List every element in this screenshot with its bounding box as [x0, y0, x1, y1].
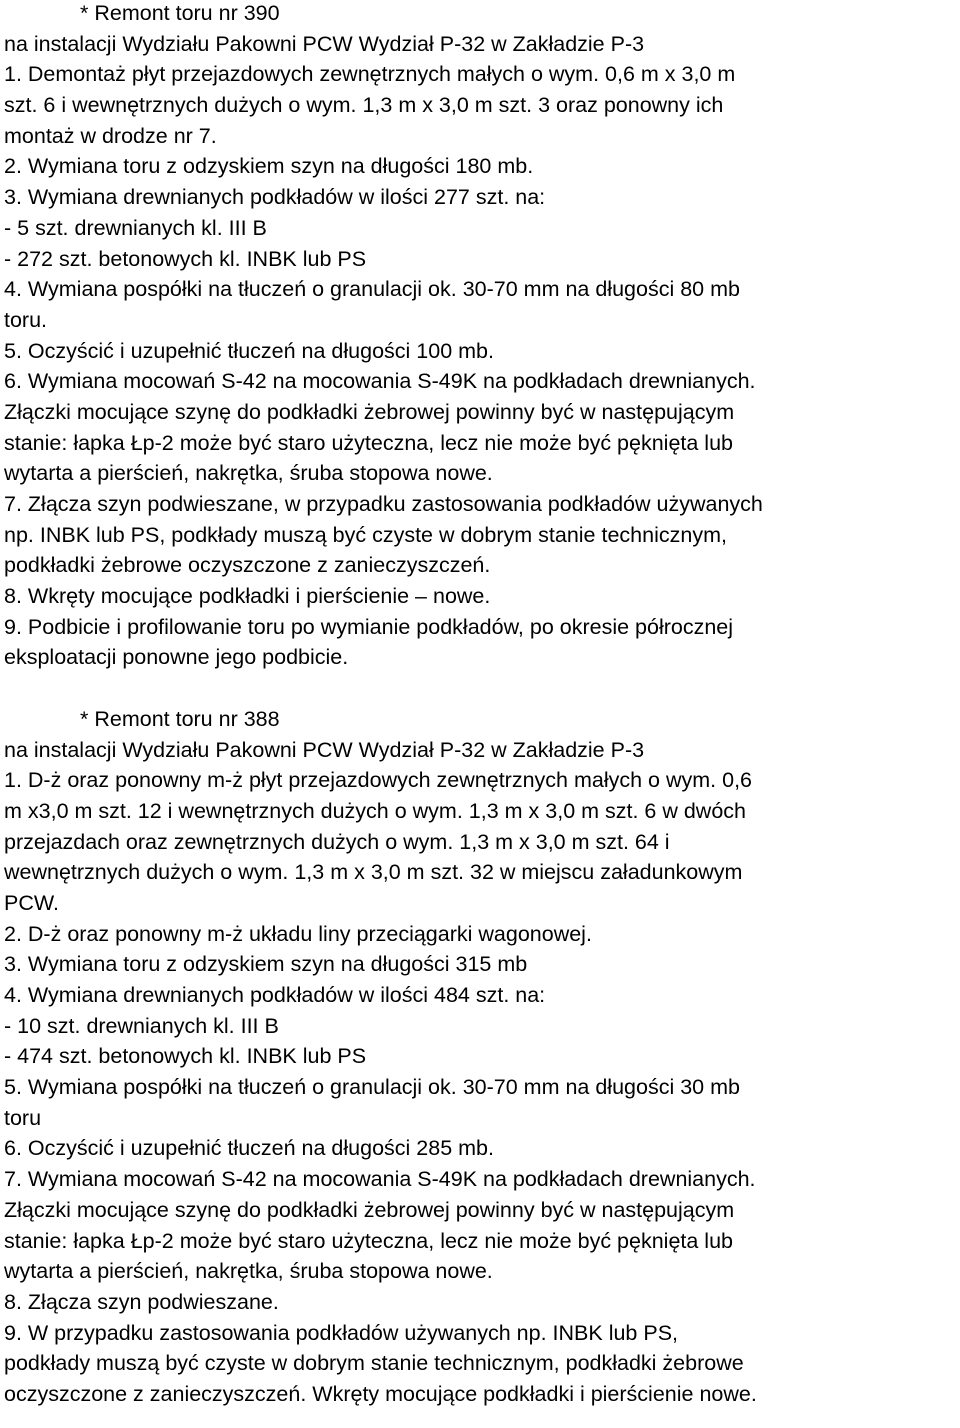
- text-line: 7. Złącza szyn podwieszane, w przypadku zastosowania podkładów używanych: [4, 492, 763, 516]
- text-line: PCW.: [4, 890, 59, 915]
- text-line: wewnętrznych dużych o wym. 1,3 m x 3,0 m szt. 32 w miejscu załadunkowym: [4, 860, 743, 885]
- text-line: - 272 szt. betonowych kl. INBK lub PS: [4, 246, 367, 271]
- text-line: 1. D-ż oraz ponowny m-ż płyt przejazdowych zewnętrznych małych o wym. 0,6: [4, 768, 752, 793]
- text-line: 4. Wymiana pospółki na tłuczeń o granulacji ok. 30-70 mm na długości 80 mb: [4, 277, 740, 302]
- text-line: - 474 szt. betonowych kl. INBK lub PS: [4, 1044, 367, 1069]
- text-line: montaż w drodze nr 7.: [4, 123, 217, 148]
- text-line: 8. Wkręty mocujące podkładki i pierścienie – nowe.: [4, 584, 491, 609]
- document-page: [4, 0, 956, 1410]
- text-line: wytarta a pierścień, nakrętka, śruba stopowa nowe.: [4, 461, 493, 486]
- text-line: eksploatacji ponowne jego podbicie.: [4, 645, 349, 670]
- text-line: 9. Podbicie i profilowanie toru po wymianie podkładów, po okresie półrocznej: [4, 614, 734, 639]
- text-line: toru: [4, 1105, 42, 1130]
- text-line: stanie: łapka Łp-2 może być staro użyteczna, lecz nie może być pęknięta lub: [4, 430, 733, 455]
- text-line: 1. Demontaż płyt przejazdowych zewnętrznych małych o wym. 0,6 m x 3,0 m: [4, 62, 736, 87]
- text-line: 5. Wymiana pospółki na tłuczeń o granulacji ok. 30-70 mm na długości 30 mb: [4, 1075, 740, 1100]
- text-line: - 5 szt. drewnianych kl. III B: [4, 215, 267, 240]
- section-location: na instalacji Wydziału Pakowni PCW Wydział P-32 w Zakładzie P-3: [4, 31, 645, 56]
- text-line: oczyszczone z zanieczyszczeń. Wkręty mocujące podkładki i pierścienie nowe.: [4, 1381, 757, 1406]
- text-line: 6. Wymiana mocowań S-42 na mocowania S-49K na podkładach drewnianych.: [4, 369, 756, 394]
- section-location: na instalacji Wydziału Pakowni PCW Wydział P-32 w Zakładzie P-3: [4, 737, 645, 762]
- text-line: 6. Oczyścić i uzupełnić tłuczeń na długości 285 mb.: [4, 1136, 494, 1161]
- section-heading: * Remont toru nr 388: [80, 706, 280, 731]
- section-remont-toru-388: [4, 704, 956, 1410]
- text-line: toru.: [4, 307, 48, 332]
- text-line: przejazdach oraz zewnętrznych dużych o wym. 1,3 m x 3,0 m szt. 64 i: [4, 829, 670, 854]
- text-line: 4. Wymiana drewnianych podkładów w ilości 484 szt. na:: [4, 983, 546, 1007]
- text-line: 2. D-ż oraz ponowny m-ż układu liny przeciągarki wagonowej.: [4, 921, 592, 946]
- text-line: podkłady muszą być czyste w dobrym stanie technicznym, podkładki żebrowe: [4, 1351, 744, 1376]
- text-line: 2. Wymiana toru z odzyskiem szyn na długości 180 mb.: [4, 154, 534, 179]
- section-spacer: [4, 673, 956, 704]
- text-line: 9. W przypadku zastosowania podkładów używanych np. INBK lub PS,: [4, 1320, 679, 1345]
- text-line: np. INBK lub PS, podkłady muszą być czyste w dobrym stanie technicznym,: [4, 522, 727, 547]
- text-line: stanie: łapka Łp-2 może być staro użyteczna, lecz nie może być pęknięta lub: [4, 1228, 733, 1253]
- text-line: Złączki mocujące szynę do podkładki żebrowej powinny być w następującym: [4, 399, 735, 424]
- text-line: 3. Wymiana drewnianych podkładów w ilości 277 szt. na:: [4, 185, 546, 210]
- text-line: 5. Oczyścić i uzupełnić tłuczeń na długości 100 mb.: [4, 338, 494, 363]
- text-line: 8. Złącza szyn podwieszane.: [4, 1289, 279, 1314]
- text-line: 7. Wymiana mocowań S-42 na mocowania S-49K na podkładach drewnianych.: [4, 1167, 756, 1192]
- text-line: 3. Wymiana toru z odzyskiem szyn na długości 315 mb: [4, 952, 528, 977]
- text-line: podkładki żebrowe oczyszczone z zanieczyszczeń.: [4, 553, 491, 578]
- text-line: szt. 6 i wewnętrznych dużych o wym. 1,3 m x 3,0 m szt. 3 oraz ponowny ich: [4, 93, 724, 118]
- section-heading: * Remont toru nr 390: [80, 1, 280, 25]
- text-line: Złączki mocujące szynę do podkładki żebrowej powinny być w następującym: [4, 1197, 735, 1222]
- text-line: - 10 szt. drewnianych kl. III B: [4, 1013, 279, 1038]
- text-line: wytarta a pierścień, nakrętka, śruba stopowa nowe.: [4, 1259, 493, 1284]
- section-remont-toru-390: [4, 0, 956, 673]
- text-line: m x3,0 m szt. 12 i wewnętrznych dużych o wym. 1,3 m x 3,0 m szt. 6 w dwóch: [4, 798, 747, 823]
